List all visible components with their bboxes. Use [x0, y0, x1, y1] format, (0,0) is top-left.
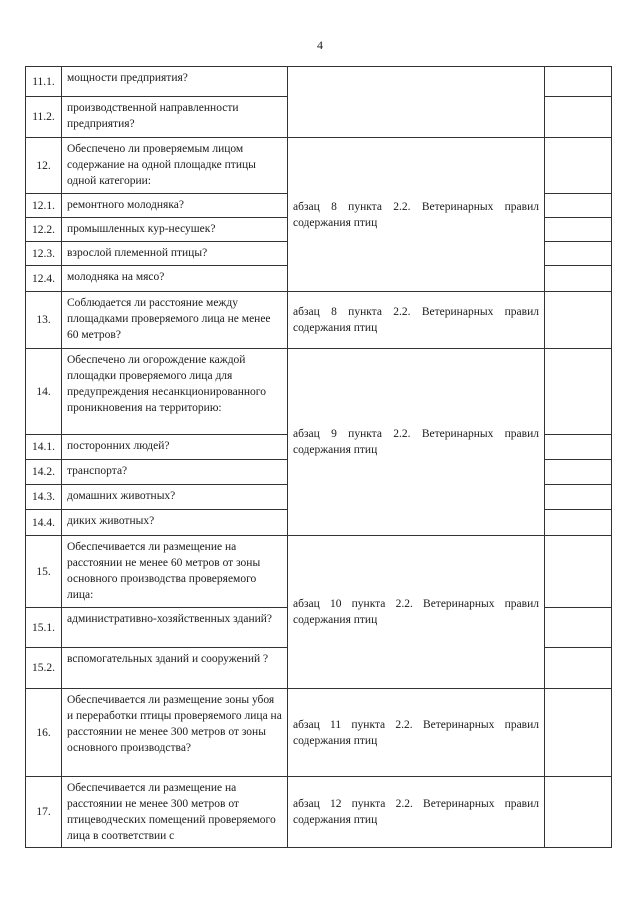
row-number: 12.1.: [26, 194, 62, 218]
question-text: Обеспечено ли проверяемым лицом содержание на одной площадке птицы одной категории:: [62, 138, 288, 194]
reference-text: абзац 8 пункта 2.2. Ветеринарных правил содержания птиц: [288, 292, 545, 349]
reference-text: абзац 9 пункта 2.2. Ветеринарных правил содержания птиц: [288, 349, 545, 536]
question-text: Обеспечено ли огорождение каждой площадки проверяемого лица для предупреждения несанкционированного проникновения на территорию:: [62, 349, 288, 435]
mark-cell: [545, 138, 612, 194]
question-text: транспорта?: [62, 460, 288, 485]
row-number: 15.2.: [26, 648, 62, 689]
mark-cell: [545, 435, 612, 460]
row-number: 16.: [26, 689, 62, 777]
row-number: 12.: [26, 138, 62, 194]
row-number: 14.1.: [26, 435, 62, 460]
row-number: 12.3.: [26, 242, 62, 266]
question-text: административно-хозяйственных зданий?: [62, 608, 288, 648]
question-text: Обеспечивается ли размещение зоны убоя и переработки птицы проверяемого лица на расстоянии не менее 300 метров от зоны основного производства?: [62, 689, 288, 777]
empty-reference-cell: [288, 67, 545, 138]
question-text: молодняка на мясо?: [62, 266, 288, 292]
mark-cell: [545, 460, 612, 485]
row-number: 14.2.: [26, 460, 62, 485]
row-number: 13.: [26, 292, 62, 349]
question-text: диких животных?: [62, 510, 288, 536]
question-text: Соблюдается ли расстояние между площадками проверяемого лица не менее 60 метров?: [62, 292, 288, 349]
table-row: [26, 67, 612, 97]
reference-text: абзац 12 пункта 2.2. Ветеринарных правил содержания птиц: [288, 777, 545, 848]
table-row: [26, 292, 612, 349]
question-text: посторонних людей?: [62, 435, 288, 460]
mark-cell: [545, 689, 612, 777]
row-number: 15.1.: [26, 608, 62, 648]
table-row: [26, 536, 612, 608]
row-number: 15.: [26, 536, 62, 608]
row-number: 14.4.: [26, 510, 62, 536]
question-text: Обеспечивается ли размещение на расстоянии не менее 300 метров от птицеводческих помещений проверяемого лица в соответствии с: [62, 777, 288, 848]
question-text: Обеспечивается ли размещение на расстоянии не менее 60 метров от зоны основного производства проверяемого лица:: [62, 536, 288, 608]
row-number: 14.3.: [26, 485, 62, 510]
question-text: домашних животных?: [62, 485, 288, 510]
mark-cell: [545, 292, 612, 349]
mark-cell: [545, 242, 612, 266]
table-row: [26, 138, 612, 194]
row-number: 11.1.: [26, 67, 62, 97]
table-row: [26, 689, 612, 777]
mark-cell: [545, 67, 612, 97]
reference-text: абзац 11 пункта 2.2. Ветеринарных правил содержания птиц: [288, 689, 545, 777]
question-text: ремонтного молодняка?: [62, 194, 288, 218]
mark-cell: [545, 510, 612, 536]
page-number: 4: [317, 38, 323, 52]
question-text: производственной направленности предприятия?: [62, 97, 288, 138]
row-number: 17.: [26, 777, 62, 848]
reference-text: абзац 10 пункта 2.2. Ветеринарных правил содержания птиц: [288, 536, 545, 689]
mark-cell: [545, 485, 612, 510]
row-number: 11.2.: [26, 97, 62, 138]
table-row: [26, 349, 612, 435]
mark-cell: [545, 266, 612, 292]
row-number: 12.2.: [26, 218, 62, 242]
question-text: вспомогательных зданий и сооружений ?: [62, 648, 288, 689]
mark-cell: [545, 194, 612, 218]
table-row: [26, 777, 612, 848]
mark-cell: [545, 777, 612, 848]
mark-cell: [545, 608, 612, 648]
row-number: 12.4.: [26, 266, 62, 292]
mark-cell: [545, 218, 612, 242]
checklist-table: [25, 66, 612, 848]
question-text: взрослой племенной птицы?: [62, 242, 288, 266]
mark-cell: [545, 349, 612, 435]
mark-cell: [545, 536, 612, 608]
row-number: 14.: [26, 349, 62, 435]
mark-cell: [545, 97, 612, 138]
mark-cell: [545, 648, 612, 689]
question-text: мощности предприятия?: [62, 67, 288, 97]
question-text: промышленных кур-несушек?: [62, 218, 288, 242]
reference-text: абзац 8 пункта 2.2. Ветеринарных правил содержания птиц: [288, 138, 545, 292]
